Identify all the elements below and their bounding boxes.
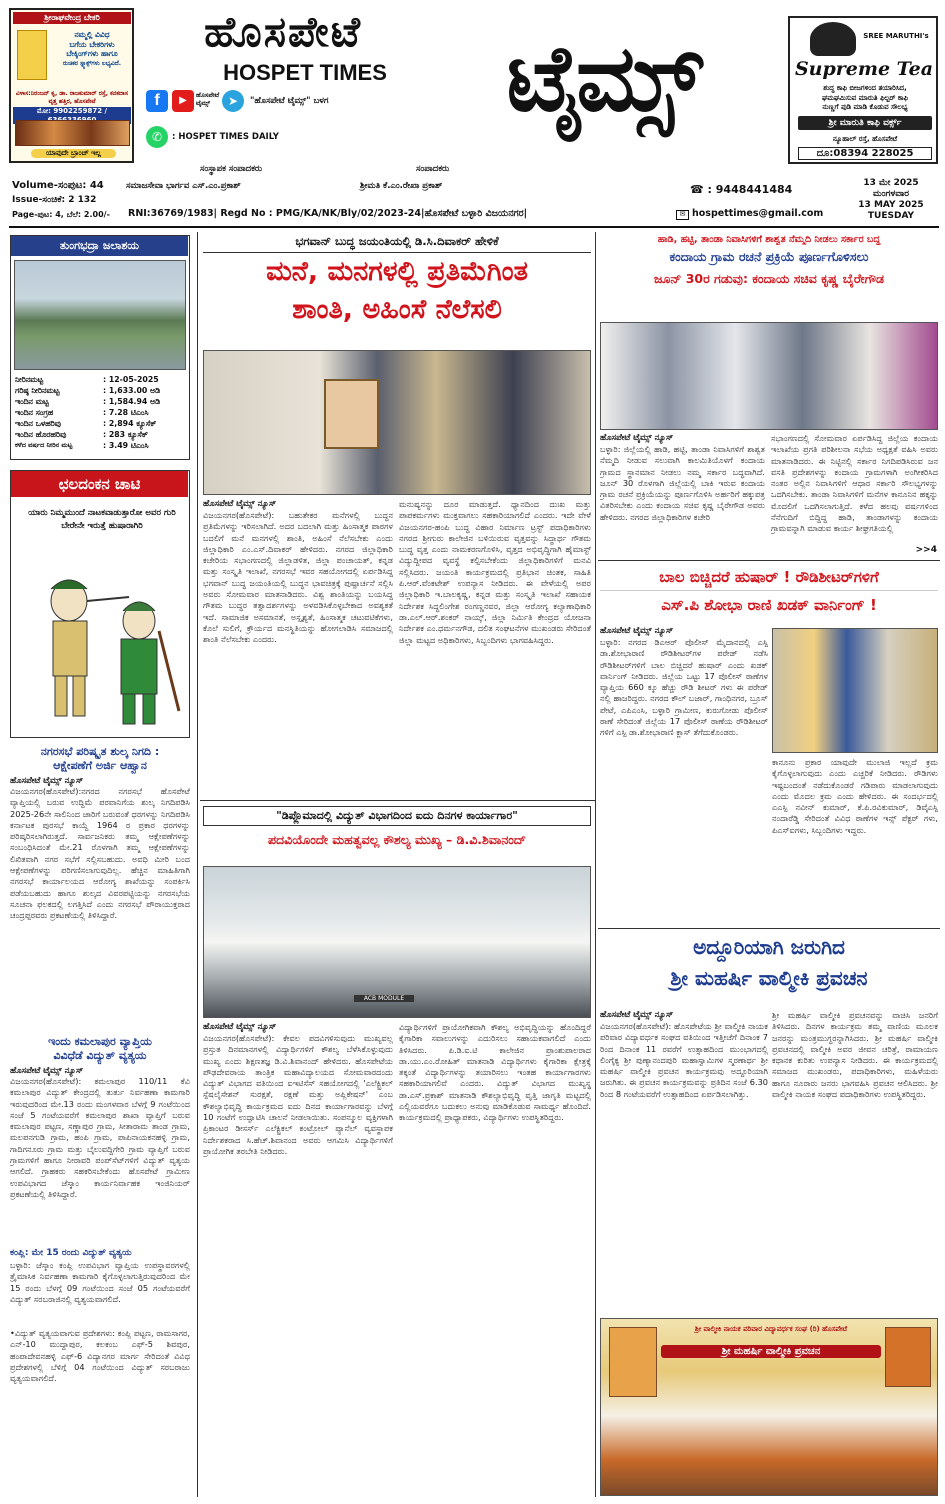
- right-story-revenue: [600, 234, 938, 287]
- revenue-headline-2: ಜೂನ್ 30ರ ಗಡುವು: ಕಂದಾಯ ಸಚಿವ ಕೃಷ್ಣ ಬೈರೇಗೌಡ: [653, 271, 885, 286]
- valmiki-banner-line-1: ಶ್ರೀ ವಾಲ್ಮೀಕಿ ನಾಯಕ ಪರಿವಾರ ವಿದ್ಯಾವರ್ಧಕ ಸಂಘ (ರಿ) ಹೊಸಪೇಟೆ: [694, 1325, 848, 1333]
- second-byline: ಹೊಸಪೇಟೆ ಟೈಮ್ಸ್ ನ್ಯೂಸ್: [203, 1022, 277, 1032]
- left-story-power: [10, 1035, 190, 1418]
- lead-story: [203, 234, 591, 329]
- right-ad-line: ಘಮಘಮಿಸುವ ಮಾರುತಿ ಫಿಲ್ಟರ್ ಕಾಫಿ: [822, 93, 908, 102]
- left-story-fee-byline: ಹೊಸಪೇಟೆ ಟೈಮ್ಸ್ ನ್ಯೂಸ್: [10, 776, 84, 786]
- email-address[interactable]: hospettimes@gmail.com: [692, 208, 824, 219]
- page-price: Page-ಪುಟ: 4, ಬೆಲೆ: 2.00/-: [12, 210, 110, 219]
- left-ad-line: ನಮ್ಮಲ್ಲಿ ವಿವಿಧ: [74, 30, 110, 39]
- left-ad-line: ಬಗೆಯ ಬೇಕರಿಗಳು: [69, 39, 115, 49]
- second-col-1: ವಿಜಯನಗರ(ಹೊಸಪೇಟೆ): ಕೇವಲ ಪದವಿಗಳಿಸುವುದು ಮುಖ್ಯವಲ್ಲ ಪ್ರಸ್ತುತ ದಿನಮಾನಗಳಲ್ಲಿ ವಿದ್ಯಾರ್ಥಿಗಳಿಗೆ ಕೌಶಲ್ಯ ಬೆಳೆಸಿಕೊಳ್ಳುವುದು ಮುಖ್ಯ ಎಂದು ಶಿಕ್ಷಣತಜ್ಞ ಡಿ.ವಿ.ಶಿವಾನಂದ್ ಹೇಳಿದರು. ಹೊಸಪೇಟೆಯ ಪೌಢದೇವರಾಯ ತಾಂತ್ರಿಕ ಮಹಾವಿದ್ಯಾಲಯದ ಸೋಮವಾರದಂದು ವಿದ್ಯುತ್ ವಿಭಾಗದ ವತಿಯಿಂದ ಐಇಟಿಸೆಸ್‌ ಸಹಯೋಗದಲ್ಲಿ 'ಎಲೆಕ್ಟ್ರಿಕಲ್ ಸ್ಪೆಷಲೈಸೇಶನ್ ಸುರಕ್ಷತೆ, ರಕ್ಷಣೆ ಮತ್ತು ಅಪ್ಲಿಕೇಷನ್' ಎಂಬ ಕೌಶಲ್ಯಾಭಿವೃದ್ಧಿ ಕಾರ್ಯಕ್ರಮದ ಐದು ದಿನದ ಕಾರ್ಯಾಗಾರವನ್ನು ಬೆಳಗ್ಗೆ 10 ಗಂಟೆಗೆ ಉದ್ಘಾಟಿಸಿ ಚಾಲನೆ ನೀಡಲಾಯಿತು. ಸಂಪನ್ಮೂಲ ವ್ಯಕ್ತಿಗಳಾಗಿ ಪ್ರಿಕಾಂಟರ ಡೀಸರ್ಸ್ ಎಲೆಕ್ಟ್ರಿಕಲ್ ಕಂಟ್ರೋಲ್ ಪ್ಯಾನೆಲ್ ವ್ಯವಸ್ಥಾಪಕ ನಿರ್ದೇಶಕರಾದ ಸಿ.ಹೆಚ್.ಶಿವಾನಂದ ಅವರು ಆಗಮಿಸಿ ವಿದ್ಯಾರ್ಥಿಗಳಿಗೆ ಪ್ರಾಯೋಗಿಕ ತರಬೇತಿ ನೀಡಿದರು.: [203, 1033, 393, 1156]
- right-ad-address: ನ್ಯೂಹಾಲ್ ರಸ್ತೆ, ಹೊಸಪೇಟೆ: [832, 135, 898, 143]
- dam-row-value: : 2,894 ಕ್ಯೂಸೆಕ್: [103, 419, 157, 428]
- left-story-fee-headline-1: ನಗರಸಭೆ ಪರಿಷ್ಕೃತ ಶುಲ್ಕ ನಿಗದಿ :: [40, 745, 160, 758]
- valmiki-headline-1: ಅದ್ದೂರಿಯಾಗಿ ಜರುಗಿದ: [693, 935, 845, 959]
- dam-row-value: : 1,633.00 ಅಡಿ: [103, 386, 161, 395]
- right-story-valmiki: [600, 932, 938, 994]
- dam-row: [15, 374, 187, 385]
- right-ad-box[interactable]: [788, 16, 938, 164]
- dam-row-key: ನೀರಿನಮಟ್ಟ: [15, 375, 44, 384]
- cartoon-title: ಛಲದಂಕನ ಚಾಟಿ: [11, 471, 188, 497]
- swamiji-portrait: [885, 1327, 931, 1387]
- left-ad-line: ರುಚಿಕರ ಸ್ನ್ಯಾಕ್ಸ್‌ಗಳು ಲಭ್ಯವಿದೆ.: [62, 59, 121, 67]
- left-ad-footer: ಯಾವುದೇ ಬ್ರಾಂಚ್ ಇಲ್ಲ: [31, 149, 116, 158]
- left-story-power-headline-2: ವಿವಿಧೆಡೆ ವಿದ್ಯುತ್ ವ್ಯತ್ಯಯ: [53, 1049, 147, 1062]
- right-ad-phone: ದೂ:08394 228025: [798, 147, 932, 160]
- second-story: [203, 806, 591, 848]
- dam-row: [15, 396, 187, 407]
- telegram-group-name[interactable]: "ಹೊಸಪೇಟೆ ಟೈಮ್ಸ್" ಬಳಗ: [250, 96, 329, 106]
- dam-row: [15, 429, 187, 440]
- cartoon-illustration: [19, 571, 184, 731]
- left-story-power-subhead: ಕಂಪ್ಲಿ: ಮೇ 15 ರಂದು ವಿದ್ಯುತ್ ವ್ಯತ್ಯಯ: [10, 1248, 132, 1258]
- revenue-kicker: ಹಾಡಿ, ಹಟ್ಟಿ, ತಾಂಡಾ ನಿವಾಸಿಗಳಿಗೆ ಶಾಶ್ವತ ನೆಮ್ಮದಿ ನೀಡಲು ಸರ್ಕಾರ ಬದ್ಧ: [657, 234, 881, 245]
- whatsapp-icon[interactable]: ✆: [146, 126, 168, 148]
- left-ad-box[interactable]: [9, 8, 134, 163]
- revenue-meeting-photo: [600, 322, 938, 430]
- cartoon-bubble: ಯಾರು ನಿಮ್ಮಮುಂದೆ ನಾಟಕವಾಡುತ್ತಾರೋ ಅವರ ಗುರಿ ಬೇರೇನೇ ಇರುತ್ತೆ ಹುಷಾರಾಗಿರಿ: [28, 508, 176, 531]
- left-story-fee-body: ವಿಜಯನಗರ(ಹೊಸಪೇಟೆ):ನಗರದ ನಗರಸಭೆ ಹೊಸಪೇಟೆ ವ್ಯಾಪ್ತಿಯಲ್ಲಿ ಬರುವ ಉದ್ದಿಮೆ ಪರವಾನಿಗೆಯ ಶುಲ್ಕ ನಿಗದಿಪಡಿಸಿ 2025-26ನೇ ಸಾಲಿನಿಂದ ಜಾರಿಗೆ ಬರುವಂತೆ ಧರಗಳನ್ನು ನಿಗದಿಪಡಿಸಿ ಕರ್ನಾಟಕ ಪುರಸಭೆ ಕಾಯ್ದೆ 1964 ರ ಪ್ರಕಾರ ಧರಗಳನ್ನು ಪರಿಷ್ಕರಿಸಲಾಗಿರುತ್ತದೆ. ಸಾರ್ವಜನಿಕರು ತಮ್ಮ ಆಕ್ಷೇಪಣೆಗಳನ್ನು ಸಂಬಂಧಿಸಿದಂತೆ ಮೇ.21 ರೊಳಗಾಗಿ ತಮ್ಮ ಆಕ್ಷೇಪಣೆಗಳನ್ನು ಲಿಖಿತವಾಗಿ ನಗರ ಸಭೆಗೆ ಸಲ್ಲಿಸಬಹುದು. ಅವಧಿ ಮೀರಿ ಬಂದ ಆಕ್ಷೇಪಣೆಗಳನ್ನು ಪರಿಗಣಿಸಲಾಗುವುದಿಲ್ಲ. ಹೆಚ್ಚಿನ ಮಾಹಿತಿಗಾಗಿ ನಗರಸಭೆ ಕಾರ್ಯಾಲಯದ ಆರೋಗ್ಯ ಶಾಖೆಯನ್ನು ಸಂಪರ್ಕಿಸಿ ಪಡೆಯಬಹುದು ಹಾಗೂ ಶುಲ್ಕದ ವಿವರಪಟ್ಟಿಯನ್ನು ನಗರಸಭೆಯ ಸೂಚನಾ ಫಲಕದಲ್ಲಿ ಲಗತ್ತಿಸಿದೆ ಎಂದು ನಗರಸಭೆ ಪೌರಾಯುಕ್ತರಾದ ಚಂದ್ರಪ್ಪರವರು ಪ್ರಕಟಣೆಯಲ್ಲಿ ತಿಳಿಸಿದ್ದಾರೆ.: [10, 786, 190, 921]
- date-kannada: 13 ಮೇ 2025: [863, 178, 919, 188]
- right-ad-shop: ಶ್ರೀ ಮಾರುತಿ ಕಾಫಿ ವರ್ಕ್ಸ್: [798, 116, 932, 130]
- revenue-col-1: ಬಳ್ಳಾರಿ: ಜಿಲ್ಲೆಯಲ್ಲಿ ಹಾಡಿ, ಹಟ್ಟಿ, ತಾಂಡಾ ನಿವಾಸಿಗಳಿಗೆ ಶಾಶ್ವತ ನೆಮ್ಮದಿ ನೀಡುವ ಸಲುವಾಗಿ ಕಾಲಮಿತಿಯೊಳಗೆ ಕಂದಾಯ ಗ್ರಾಮದ ಸ್ಥಾನಮಾನ ನೀಡಲು ನಮ್ಮ ಸರ್ಕಾರ ಬದ್ಧವಾಗಿದೆ. ಜೂನ್ 30 ರೊಳಗಾಗಿ ಜಿಲ್ಲೆಯಲ್ಲಿ ಬಾಕಿ ಇರುವ ಕಂದಾಯ ಗ್ರಾಮ ರಚನೆ ಪ್ರಕ್ರಿಯೆಯನ್ನು ಪೂರ್ಣಗೊಳಿಸಿ ಅರ್ಹರಿಗೆ ಹಕ್ಕುಪತ್ರ ವಿತರಿಸಬೇಕು ಎಂದು ಕಂದಾಯ ಸಚಿವ ಕೃಷ್ಣ ಬೈರೇಗೌಡ ಅವರು ಹೇಳಿದರು. ನಗರದ ಜಿಲ್ಲಾಧಿಕಾರಿಗಳ ಕಚೇರಿ: [600, 444, 765, 522]
- sp-col-1: ಬಳ್ಳಾರಿ: ನಗರದ ಡಿಎಆರ್ ಪೊಲೀಸ್ ಮೈದಾನದಲ್ಲಿ ಎಸ್ಪಿ ಡಾ.ಶೋಭಾರಾಣಿ ರೌಡಿಶೀಟರ್‌ಗಳ ಪರೇಡ್ ನಡೆಸಿ ರೌಡಿಶೀಟರ್‌ಗಳಿಗೆ ಬಾಲ ಬಿಚ್ಚಿದರೆ ಹುಷಾರ್ ಎಂದು ಖಡಕ್ ವಾರ್ನಿಂಗ್ ನೀಡಿದರು. ಜಿಲ್ಲೆಯ ಒಟ್ಟು 17 ಪೊಲೀಸ್ ಠಾಣೆಗಳ ವ್ಯಾಪ್ತಿಯ 660 ಕ್ಕೂ ಹೆಚ್ಚು ರೌಡಿ ಶೀಟರ್ ಗಳು ಈ ಪರೇಡ್ ನಲ್ಲಿ ಹಾಜರಿದ್ದರು. ನಗರದ ಕೌಲ್ ಬಜಾರ್, ಗಾಂಧಿನಗರ, ಬ್ರೂಸ್ ಪೇಟೆ, ಎಪಿಎಂಸಿ, ಬಳ್ಳಾರಿ ಗ್ರಾಮೀಣ, ಕುರುಗೋಡು ಪೊಲೀಸ್ ಠಾಣೆ ಸೇರಿದಂತೆ ಜಿಲ್ಲೆಯ 17 ಪೊಲೀಸ್ ಠಾಣೆಯ ರೌಡಿಶೀಟರ್ ಗಳಿಗೆ ಎಸ್ಪಿ ಡಾ.ಶೋಭಾರಾಣಿ ಕ್ಲಾಸ್ ತೆಗೆದುಕೊಂಡರು.: [600, 637, 768, 738]
- left-ad-line: ಬೇಕ್ಕಿಂಗ್‌ಗಳು ಹಾಗೂ: [66, 49, 118, 58]
- sp-photo: [772, 628, 938, 753]
- right-divider-2: [598, 928, 940, 929]
- facebook-icon[interactable]: f: [146, 90, 168, 112]
- center-divider: [200, 800, 595, 801]
- masthead-kannada-title: ಹೊಸಪೇಟೆ: [204, 7, 362, 56]
- second-col-2: ವಿದ್ಯಾರ್ಥಿಗಳಿಗೆ ಪ್ರಾಯೋಗಿಕವಾಗಿ ಕೌಶಲ್ಯ ಅಭಿವೃದ್ಧಿಯನ್ನು ಹೊಂದಿದ್ದರೆ ಕೈಗಾರಿಕಾ ಸವಾಲುಗಳನ್ನು ಎದುರಿಸಲು ಸಹಾಯಕವಾಗಲಿದೆ ಎಂದು ತಿಳಿಸಿದರು. ಪಿ.ಡಿ.ಐ.ಟಿ ಕಾಲೇಜಿನ ಪ್ರಾಂಶುಪಾಲರಾದ ಡಾ.ಯು.ಎಂ.ರೋಹಿತ್ ಮಾತನಾಡಿ ವಿದ್ಯಾರ್ಥಿಗಳು ಕೈಗಾರಿಕಾ ಕ್ಷೇತ್ರಕ್ಕೆ ತಕ್ಕಂತೆ ವಿದ್ಯಾರ್ಥಿಗಳನ್ನು ತಯಾರಿಸಲು ಇಂತಹ ಕಾರ್ಯಾಗಾರಗಳು ಸಹಕಾರಿಯಾಗಲಿವೆ ಎಂದರು. ವಿದ್ಯುತ್ ವಿಭಾಗದ ಮುಖ್ಯಸ್ಥ ಡಾ.ಎಸ್.ಪ್ರಕಾಶ್ ಮಾತನಾಡಿ ಕೌಶಲ್ಯಾಭಿವೃದ್ಧಿ ವೃತ್ತಿ ಜಾಗೃತಿ ಮಟ್ಟದಲ್ಲಿ ಎಲ್ಲಿಯವರೆಗೂ ಬದುಕಲು ಅನುವು ಮಾಡಿಕೊಡುವ ಸಾಮರ್ಥ್ಯ ಹೊಂದಿದೆ. ಕಾರ್ಯಕ್ರಮದಲ್ಲಿ ಪ್ರಾಧ್ಯಾಪಕರು, ವಿದ್ಯಾರ್ಥಿಗಳು ಉಪಸ್ಥಿತರಿದ್ದರು.: [399, 1022, 591, 1123]
- dam-row-key: ಗರಿಷ್ಠ ನೀರಿನಮಟ್ಟ: [15, 386, 60, 395]
- date-box: [842, 178, 940, 224]
- dam-row-value: : 283 ಕ್ಯೂಸೆಕ್: [103, 430, 148, 439]
- left-ad-address: ವಿಳಾಸ:ನಿರಂಜನ್ ಕೃ, ಡಾ. ರಾಜಕುಮಾರ್ ರಸ್ತೆ, ಕನಕದಾಸ ವೃತ್ತ ಹತ್ತಿರ, ಹೊಸಪೇಟೆ: [15, 90, 129, 105]
- valmiki-col-2: ಶ್ರೀ ಮಹರ್ಷಿ ವಾಲ್ಮೀಕಿ ಪ್ರವಚನವನ್ನು ವಾಚಿಸಿ ಜನರಿಗೆ ತಿಳಿಸಿದರು. ದಿನಗಳ ಕಾರ್ಯಕ್ರಮ ತಮ್ಮ ವಾಣಿಯ ಮೂಲಕ ಜನರನ್ನು ಮಂತ್ರಮುಗ್ಧರನ್ನಾಗಿಸಿದರು. ಶ್ರೀ ಮಹರ್ಷಿ ವಾಲ್ಮೀಕಿ ಪ್ರವಚನದಲ್ಲಿ ವಾಲ್ಮೀಕಿ ಅವರ ಜೀವನ ಚರಿತ್ರೆ, ರಾಮಾಯಣ ಕಥಾನಕ ಕುರಿತು ಉಪನ್ಯಾಸ ನೀಡಿದರು. ಈ ಕಾರ್ಯಕ್ರಮದಲ್ಲಿ ಸಮಾಜದ ಮುಖಂಡರು, ಪದಾಧಿಕಾರಿಗಳು, ಮಹಿಳೆಯರು ಹಾಗೂ ನೂರಾರು ಜನರು ಭಾಗವಹಿಸಿ ಪ್ರವಚನ ಆಲಿಸಿದರು. ಶ್ರೀ ವಾಲ್ಮೀಕಿ ನಾಯಕ ಸಂಘದ ಪದಾಧಿಕಾರಿಗಳು ಉಪಸ್ಥಿತರಿದ್ದರು.: [772, 1010, 938, 1100]
- dam-row-key: ಕಳೆದ ವರ್ಷದ ನೀರಿನ ಮಟ್ಟ: [15, 441, 73, 449]
- dam-title: ತುಂಗಭದ್ರಾ ಜಲಾಶಯ: [11, 236, 188, 256]
- mail-icon: ✉: [676, 210, 689, 220]
- second-kicker: "ಡಿಪ್ಲೊಮಾದಲ್ಲಿ ವಿದ್ಯುತ್ ವಿಭಾಗದಿಂದ ಐದು ದಿನಗಳ ಕಾರ್ಯಾಗಾರ": [203, 806, 591, 826]
- valmiki-headline-2: ಶ್ರೀ ಮಹರ್ಷಿ ವಾಲ್ಮೀಕಿ ಪ್ರವಚನ: [670, 966, 868, 990]
- right-ad-brand: SREE MARUTHI's: [863, 32, 929, 40]
- lead-col-1: ವಿಜಯನಗರ(ಹೊಸಪೇಟೆ): ಬಹುತೇಕರ ಮನೆಗಳಲ್ಲಿ ಬುದ್ಧನ ಪ್ರತಿಮೆಗಳನ್ನು ಇರಿಸಲಾಗಿದೆ. ಅದರ ಬದಲಾಗಿ ಮತ್ತು ಹಿಂಸಾತ್ಮಕ ಪಾಠಗಳ ಬದಲಿಗೆ ಮನೆ ಮನಗಳಲ್ಲಿ ಶಾಂತಿ, ಅಹಿಂಸೆ ನೆಲೆಸಬೇಕು ಎಂದು ಜಿಲ್ಲಾಧಿಕಾರಿ ಎಂ.ಎಸ್.ದಿವಾಕರ್ ಹೇಳಿದರು. ನಗರದ ಜಿಲ್ಲಾಧಿಕಾರಿ ಕಚೇರಿಯ ಸಭಾಂಗಣದಲ್ಲಿ ಜಿಲ್ಲಾಡಳಿತ, ಜಿಲ್ಲಾ ಪಂಚಾಯತ್, ಕನ್ನಡ ಮತ್ತು ಸಂಸ್ಕೃತಿ ಇಲಾಖೆ, ನಗರಸಭೆ ಇವರ ಸಹಯೋಗದಲ್ಲಿ ಏರ್ಪಡಿಸಿದ್ದ ಭಗವಾನ್ ಬುದ್ಧ ಜಯಂತಿಯಲ್ಲಿ ಬುದ್ಧನ ಭಾವಚಿತ್ರಕ್ಕೆ ಪುಷ್ಪಾರ್ಚನೆ ಸಲ್ಲಿಸಿ ಅವರು ಸೋಮವಾರ ಮಾತನಾಡಿದರು. ವಿಶ್ವ ಶಾಂತಿಯನ್ನು ಬಯಸಿದ್ದ ಗೌತಮ ಬುದ್ಧರ ತತ್ವಾದರ್ಶಗಳನ್ನು ಅಳವಡಿಸಿಕೊಳ್ಳಬೇಕಾದ ಅವಶ್ಯಕತೆ ಇದೆ. ಸಾಮಾಜಿಕ ಅಸಮಾನತೆ, ಅಸ್ಪೃಶ್ಯತೆ, ಹಿಂಸಾತ್ಮಕ ಚಟುವಟಿಕೆಗಳು, ಕೊಲೆ ಸುಲಿಗೆ, ಕ್ರೌರ್ಯದ ಮನಸ್ಥಿತಿಯನ್ನು ಹೋಗಲಾಡಿಸಿ ಸಮಾಜದಲ್ಲಿ ಶಾಂತಿ ನೆಲೆಸಬೇಕು ಎಂದರು.: [203, 510, 393, 645]
- dam-row: [15, 407, 187, 418]
- right-ad-lines: [794, 84, 936, 113]
- left-story-power-headline-1: ಇಂದು ಕಮಲಾಪುರ ವ್ಯಾಪ್ತಿಯ: [48, 1035, 152, 1048]
- valmiki-col-1: ವಿಜಯನಗರ(ಹೊಸಪೇಟೆ): ಹೊಸಪೇಟೆಯ ಶ್ರೀ ವಾಲ್ಮೀಕಿ ನಾಯಕ ಪರಿವಾರ ವಿದ್ಯಾವರ್ಧಕ ಸಂಘದ ವತಿಯಿಂದ ಇತ್ತೀಚೆಗೆ ದಿನಾಂಕ 7 ರಿಂದ ದಿನಾಂಕ 11 ರವರೆಗೆ ಉತ್ಸಾಹದಿಂದ ಮುಂಭಾಗದಲ್ಲಿ ಲಿಂಗೈಕ್ಯ ಶ್ರೀ ಪುಣ್ಯಾನಂದಪುರಿ ಮಹಾಸ್ವಾಮಿಗಳ ಸ್ಮರಣಾರ್ಥ ಶ್ರೀ ಮಹರ್ಷಿ ವಾಲ್ಮೀಕಿ ಪ್ರವಚನ ಕಾರ್ಯಕ್ರಮವು ಅದ್ದೂರಿಯಾಗಿ ಜರುಗಿತು. ಈ ಪ್ರವಚನ ಕಾರ್ಯಕ್ರಮವನ್ನು ಪ್ರತಿದಿನ ಸಂಜೆ 6.30 ರಿಂದ 8 ಗಂಟೆಯವರೆಗೆ ಉತ್ಸಾಹದಿಂದ ಏರ್ಪಡಿಸಲಾಗಿತ್ತು.: [600, 1021, 768, 1099]
- lead-byline: ಹೊಸಪೇಟೆ ಟೈಮ್ಸ್ ನ್ಯೂಸ್: [203, 499, 277, 509]
- phone-number[interactable]: ☎ : 9448441484: [690, 183, 793, 196]
- volume: Volume-ಸಂಪುಟ: 44: [12, 180, 104, 191]
- left-story-fee: [10, 745, 190, 1006]
- dam-row-key: ಇಂದಿನ ಒಳಹರಿವು: [15, 419, 61, 428]
- lead-photo: [203, 350, 591, 495]
- facebook-page-name[interactable]: ಹೊಸಪೇಟೆ ಟೈಮ್ಸ್: [196, 91, 220, 107]
- date-english: 13 MAY 2025: [858, 200, 924, 210]
- dam-row: [15, 385, 187, 396]
- dam-row-value: : 12-05-2025: [103, 375, 159, 384]
- right-story-sp: [600, 564, 938, 619]
- valmiki-portrait: [609, 1327, 657, 1397]
- buddha-portrait: [324, 379, 379, 449]
- lead-headline-2: ಶಾಂತಿ, ಅಹಿಂಸೆ ನೆಲೆಸಲಿ: [292, 294, 502, 325]
- dam-row: [15, 418, 187, 429]
- editor-label: ಸಂಪಾದಕರು: [416, 164, 450, 174]
- whatsapp-group-name[interactable]: : HOSPET TIMES DAILY: [172, 132, 279, 142]
- column-divider-right: [595, 232, 596, 1497]
- left-ad-lines: [51, 30, 133, 68]
- left-ad-phone: ಮೋ: 9902259872 /: [13, 107, 131, 124]
- right-divider-1: [598, 560, 940, 561]
- masthead-english-title: HOSPET TIMES: [223, 60, 387, 85]
- lead-col-2: ಮನುಷ್ಯನನ್ನು ದೂರ ಮಾಡುತ್ತದೆ. ಧ್ಯಾನದಿಂದ ದುಃಖ ಮತ್ತು ಪಾಪಕರ್ಮಗಳು ಮುಕ್ತವಾಗಲು ಸಹಕಾರಿಯಾಗಲಿದೆ ಎಂದರು. ಇದೇ ವೇಳೆ ವಿಜಯನಗರ-ಹಂಪಿ ಬುದ್ಧ ವಿಹಾರ ನಿರ್ಮಾಣ ಟ್ರಸ್ಟ್ ಪದಾಧಿಕಾರಿಗಳು ನಗರದ ಶ್ರೀಗುರು ಕಾಲೇಜಿನ ಬಳಿಯಿರುವ ವೃತ್ತವನ್ನು ಸಿದ್ಧಾರ್ಥ ಗೌತಮ ಬುದ್ಧ ವೃತ್ತ ಎಂದು ನಾಮಕರಣಗೊಳಿಸಿ, ವೃತ್ತದ ಅಭಿವೃದ್ಧಿಗಾಗಿ ಹೈಮಾಸ್ಟ್ ವಿದ್ಯುದ್ದೀಪದ ವ್ಯವಸ್ಥೆ ಕಲ್ಪಿಸಬೇಕೆಂದು ಜಿಲ್ಲಾಧಿಕಾರಿಗಳಿಗೆ ಮನವಿ ಸಲ್ಲಿಸಿದರು. ಜಯಂತಿ ಕಾರ್ಯಕ್ರಮದಲ್ಲಿ ಪ್ರತಿಭಾನ ಚಿಂತಕ, ಸಾಹಿತಿ ಪಿ.ಆರ್.ವೆಂಕಟೇಶ್ ಉಪನ್ಯಾಸ ನೀಡಿದರು. ಈ ವೇಳೆಯಲ್ಲಿ ಅಪರ ಜಿಲ್ಲಾಧಿಕಾರಿ ಇ.ಬಾಲಕೃಷ್ಣ, ಕನ್ನಡ ಮತ್ತು ಸಂಸ್ಕೃತಿ ಇಲಾಖೆ ಸಹಾಯಕ ನಿರ್ದೇಶಕ ಸಿದ್ಧಲಿಂಗೇಶ ರಂಗಣ್ಣನವರ, ಜಿಲ್ಲಾ ಆರೋಗ್ಯ ಕಲ್ಯಾಣಾಧಿಕಾರಿ ಡಾ.ಎಲ್.ಆರ್.ಶಂಕರ್ ನಾಯ್ಕ್, ಜಿಲ್ಲಾ ನಿರ್ಮಿತಿ ಕೇಂದ್ರದ ಯೋಜನಾ ನಿರ್ದೇಶಕ ಎಂ.ಧರ್ಮನಗೌಡ, ದಲಿತ ಸಂಘಟನೆಗಳ ಮುಖಂಡರು ಸೇರಿದಂತೆ ಜಿಲ್ಲಾ ಮಟ್ಟದ ಅಧಿಕಾರಿಗಳು, ಸಿಬ್ಬಂದಿಗಳು ಭಾಗವಹಿಸಿದ್ದರು.: [399, 499, 591, 645]
- dam-row-key: ಇಂದಿನ ಹೊರಹರಿವು: [15, 430, 67, 439]
- valmiki-byline: ಹೊಸಪೇಟೆ ಟೈಮ್ಸ್ ನ್ಯೂಸ್: [600, 1010, 674, 1020]
- telegram-icon[interactable]: ➤: [222, 90, 244, 112]
- left-story-power-body-2: ಬಳ್ಳಾರಿ: ಜೆಸ್ಕಾಂ ಕಂಪ್ಲಿ ಉಪವಿಭಾಗ ವ್ಯಾಪ್ತಿಯ ಉಪಸ್ಥಾವರಗಳಲ್ಲಿ ತ್ರೈಮಾಸಿಕ ನಿರ್ವಹಣಾ ಕಾಮಗಾರಿ ಕೈಗೊಳ್ಳಲಾಗುತ್ತಿರುವುದರಿಂದ ಮೇ 15 ರಂದು ಬೆಳಗ್ಗೆ 09 ಗಂಟೆಯಿಂದ ಸಂಜೆ 05 ಗಂಟೆಯವರೆಗೆ ವಿದ್ಯುತ್ ಸರಬರಾಜಿನಲ್ಲಿ ವ್ಯತ್ಯಯವಾಗಲಿದೆ.: [10, 1260, 190, 1304]
- right-ad-line: ಶುದ್ಧ ಕಾಫಿ ಬೀಜಗಳಿಂದ ತಯಾರಿಸಿದ,: [823, 84, 907, 92]
- right-ad-logo-icon: [810, 22, 856, 56]
- workshop-module-label: ACB MODULE: [354, 995, 414, 1002]
- right-ad-product: Supreme Tea: [794, 58, 934, 80]
- sp-byline: ಹೊಸಪೇಟೆ ಟೈಮ್ಸ್ ನ್ಯೂಸ್: [600, 626, 674, 636]
- dam-row-value: : 3.49 ಟಿಎಂಸಿ: [103, 441, 149, 450]
- youtube-icon[interactable]: ▶: [172, 90, 194, 112]
- left-story-power-body: ವಿಜಯನಗರ(ಹೊಸಪೇಟೆ): ಕಮಲಾಪುರ 110/11 ಕೆವಿ ಕಮಲಾಪುರ ವಿದ್ಯುತ್ ಕೇಂದ್ರದಲ್ಲಿ ತುರ್ತು ನಿರ್ವಹಣಾ ಕಾಮಗಾರಿ ಇರುವುದರಿಂದ ಮೇ.13 ರಂದು ಮಂಗಳವಾರ ಬೆಳಗ್ಗೆ 9 ಗಂಟೆಯಿಂದ ಸಂಜೆ 5 ಗಂಟೆಯವರೆಗೆ ಕಮಲಾಪುರ ಶಾಖಾ ವ್ಯಾಪ್ತಿಗೆ ಬರುವ ಕಮಲಾಪುರ ಪಟ್ಟಣ, ಸಣ್ಣಾಪುರ ಗ್ರಾಮ, ಸೀತಾರಾಮ ತಾಂಡ ಗ್ರಾಮ, ಮಲಪನಗುಡಿ ಗ್ರಾಮ, ಹಂಪಿ ಗ್ರಾಮ, ಪಾಪಿನಾಯಕನಹಳ್ಳಿ ಗ್ರಾಮ, ಗಾದಿಗನೂರು ಗ್ರಾಮ ಮತ್ತು ಬೈಲುವದ್ದಿಗೇರಿ ಗ್ರಾಮ ವ್ಯಾಪ್ತಿಗೆ ಬರುವ ಗ್ರಾಮಗಳಿಗೆ ಹಾಗೂ ನೀರಾವರಿ ಪಂಪ್‌ಸೆಟ್‌ಗಳಿಗೆ ವಿದ್ಯುತ್ ವ್ಯತ್ಯಯ ಆಗಲಿದೆ. ಗ್ರಾಹಕರು ಸಹಕರಿಸಬೇಕೆಂದು ಹೊಸಪೇಟೆ ಗ್ರಾಮೀಣ ಉಪವಿಭಾಗದ ಜೆಸ್ಕಾಂ ಕಾರ್ಯನಿರ್ವಾಹಕ ಇಂಜಿನಿಯರ್ ಪ್ರಕಟಣೆಯಲ್ಲಿ ತಿಳಿಸಿದ್ದಾರೆ.: [10, 1076, 190, 1199]
- column-divider-left: [197, 232, 198, 1497]
- dam-photo: [14, 260, 186, 370]
- founder-editor-name: ಸಮಾಜಸೇವಾ ಭಾರ್ಗವ ಎಸ್.ಎಂ.ಪ್ರಕಾಶ್: [126, 181, 241, 191]
- dam-row-value: : 7.28 ಟಿಎಂಸಿ: [103, 408, 149, 417]
- revenue-col-2: ಸಭಾಂಗಣದಲ್ಲಿ ಸೋಮವಾರ ಏರ್ಪಡಿಸಿದ್ದ ಜಿಲ್ಲೆಯ ಕಂದಾಯ ಇಲಾಖೆಯ ಪ್ರಗತಿ ಪರಿಶೀಲನಾ ಸಭೆಯ ಅಧ್ಯಕ್ಷತೆ ವಹಿಸಿ ಅವರು ಮಾತನಾಡಿದರು. ಈ ನಿಟ್ಟಿನಲ್ಲಿ ಸರ್ಕಾರ ನಿಗದಿಪಡಿಸಿರುವ ಜನ ವಸತಿ ಪ್ರದೇಶಗಳನ್ನು ಕಂದಾಯ ಗ್ರಾಮಗಳಾಗಿ ಅಂಗೀಕರಿಸಿದ ನಂತರ ಅಲ್ಲಿನ ನಿವಾಸಿಗಳಿಗೆ ಆಧಾರ ಸರ್ಕಾರಿ ಸೌಲಭ್ಯಗಳನ್ನು ಒದಗಿಸಬೇಕು. ತಾಂಡಾ ನಿವಾಸಿಗಳಿಗೆ ಮನೆಗಳ ಕಾನೂನಿನ ಹಕ್ಕನ್ನು ಮೊದಲಿಗೆ ಒದಗಿಸಲಾಗುತ್ತಿದೆ. ಕಳೆದ ಹಲವು ವರ್ಷಗಳಿಂದ ನೆನೆಗುದಿಗೆ ಬಿದ್ದಿದ್ದ ಹಾಡಿ, ತಾಂಡಾಗಳನ್ನು ಕಂದಾಯ ಗ್ರಾಮವನ್ನಾಗಿ ಮಾಡುವ ಕಾರ್ಯ ಶೀಘ್ರಗತಿಯಲ್ಲಿ: [771, 433, 938, 534]
- dam-box: [10, 235, 190, 460]
- revenue-continued-link[interactable]: >>4: [915, 545, 937, 555]
- masthead-divider: [9, 226, 939, 228]
- dam-row-key: ಇಂದಿನ ಸಂಗ್ರಹ: [15, 408, 54, 417]
- day-english: TUESDAY: [867, 211, 915, 221]
- editor-name: ಶ್ರೀಮತಿ ಕೆ.ಎಂ.ರೇಖಾ ಪ್ರಕಾಶ್: [360, 181, 443, 191]
- registration-line: RNI:36769/1983| Regd No : PMG/KA/NK/Bly/02/2023-24|ಹೊಸಪೇಟೆ ಬಳ್ಳಾರಿ ವಿಜಯನಗರ|: [128, 208, 528, 219]
- issue: Issue-ಸಂಚಿಕೆ: 2 132: [12, 195, 97, 205]
- left-ad-logo: [17, 30, 47, 80]
- lead-kicker: ಭಗವಾನ್ ಬುದ್ಧ ಜಯಂತಿಯಲ್ಲಿ ಡಿ.ಸಿ.ದಿವಾಕರ್ ಹೇಳಿಕೆ: [203, 234, 591, 253]
- revenue-headline-1: ಕಂದಾಯ ಗ್ರಾಮ ರಚನೆ ಪ್ರಕ್ರಿಯೆ ಪೂರ್ಣಗೊಳಿಸಲು: [669, 249, 869, 264]
- right-ad-line: ನುಣ್ಣಗೆ ಪುಡಿ ಮಾಡಿ ಕೊಡುವ ಸೌಲಭ್ಯ: [822, 103, 908, 111]
- valmiki-event-photo: [600, 1318, 938, 1496]
- left-story-power-body-3: •ವಿದ್ಯುತ್ ವ್ಯತ್ಯಯವಾಗುವ ಪ್ರದೇಶಗಳು: ಕಂಪ್ಲಿ ಪಟ್ಟಣ, ರಾಮಸಾಗರ, ಎನ್-10 ಮುದ್ದಾಪುರ, ಕಲಕಂಬ ಎಫ್-5 ಶಿವಪುರ, ಹಂಪಾದೇವನಹಳ್ಳಿ ಎಫ್-6 ವಿದ್ಯಾನಗರ ಮಾರ್ಗ ಸೇರಿದಂತೆ ವಿವಿಧ ಪ್ರದೇಶಗಳಲ್ಲಿ ಬೆಳಿಗ್ಗೆ 04 ಗಂಟೆಯಿಂದ ವಿದ್ಯುತ್ ಸರಬರಾಜು ವ್ಯತ್ಯಯವಾಗಲಿದೆ.: [10, 1328, 190, 1384]
- day-kannada: ಮಂಗಳವಾರ: [872, 189, 910, 199]
- dam-row: [15, 440, 187, 451]
- dam-row-key: ಇಂದಿನ ಮಟ್ಟ: [15, 397, 49, 406]
- sp-headline-1: ಬಾಲ ಬಿಚ್ಚಿದರೆ ಹುಷಾರ್ ! ರೌಡಿಶೀಟರ್‌ಗಳಿಗೆ: [600, 564, 938, 591]
- left-ad-cakes-image: [15, 120, 130, 146]
- cartoon-box: [10, 470, 190, 738]
- revenue-byline: ಹೊಸಪೇಟೆ ಟೈಮ್ಸ್ ನ್ಯೂಸ್: [600, 433, 674, 443]
- masthead-big-title: ಟೈಮ್ಸ್: [506, 25, 699, 132]
- left-story-power-byline: ಹೊಸಪೇಟೆ ಟೈಮ್ಸ್ ನ್ಯೂಸ್: [10, 1066, 84, 1076]
- sp-col-2: ಕಾನೂನು ಪ್ರಕಾರ ಯಾವುದೇ ಮುಲಾಜಿ ಇಲ್ಲದೆ ಕ್ರಮ ಕೈಗೊಳ್ಳಲಾಗುವುದು ಎಂದು ಎಚ್ಚರಿಕೆ ನೀಡಿದರು. ರೌಡಿಗಳು ಇಷ್ಟಬಂದಂತೆ ನಡೆದುಕೊಂಡರೆ ಗಡಿಪಾರು ಮಾಡಲಾಗುವುದು ಎಂದು ಮೊದಲ ಕ್ರಮ ಎಂದು ಹೇಳಿದರು. ಈ ಸಂದರ್ಭದಲ್ಲಿ ಎಎಸ್ಪಿ ನವೀನ್ ಕುಮಾರ್, ಕೆ.ಪಿ.ರವಿಕುಮಾರ್, ಡಿವೈಎಸ್ಪಿ ನಂದಾರೆಡ್ಡಿ ಸೇರಿದಂತೆ ವಿವಿಧ ಠಾಣೆಗಳ ಇನ್ಸ್ ಪೆಕ್ಟರ್ ಗಳು, ಪಿಎಸ್ಐಗಳು, ಸಿಬ್ಬಂದಿಗಳು ಇದ್ದರು.: [772, 757, 938, 835]
- dam-table: [15, 374, 187, 451]
- valmiki-banner-line-2: ಶ್ರೀ ಮಹರ್ಷಿ ವಾಲ್ಮೀಕಿ ಪ್ರವಚನ: [661, 1345, 881, 1358]
- lead-headline-1: ಮನೆ, ಮನಗಳಲ್ಲಿ ಪ್ರತಿಮೆಗಿಂತ: [266, 256, 528, 287]
- workshop-photo: [203, 866, 591, 1018]
- sp-headline-2: ಎಸ್.ಪಿ ಶೋಭಾ ರಾಣಿ ಖಡಕ್ ವಾರ್ನಿಂಗ್ !: [661, 596, 877, 614]
- second-headline: ಪದವಿಯೊಂದೇ ಮಹತ್ವವಲ್ಲ ಕೌಶಲ್ಯ ಮುಖ್ಯ – ಡಿ.ವಿ.ಶಿವಾನಂದ್: [268, 832, 526, 847]
- left-story-fee-headline-2: ಆಕ್ಷೇಪಣೆಗೆ ಅರ್ಜಿ ಆಹ್ವಾನ: [53, 759, 147, 772]
- dam-row-value: : 1,584.94 ಅಡಿ: [103, 397, 161, 406]
- founder-editor-label: ಸಂಸ್ಥಾಪಕ ಸಂಪಾದಕರು: [200, 164, 263, 174]
- left-ad-title: ಶ್ರೀರಾಘವೇಂದ್ರ ಬೇಕರಿ: [13, 12, 131, 24]
